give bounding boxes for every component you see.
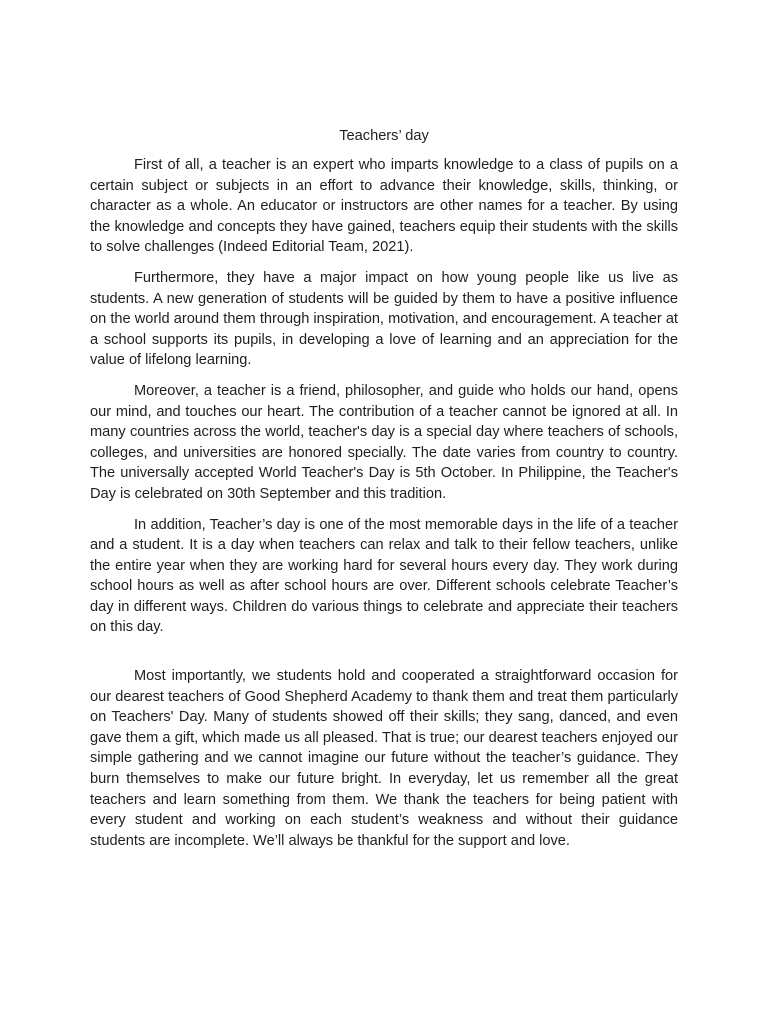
paragraph-introduction: First of all, a teacher is an expert who imparts knowledge to a class of pupils on a certain subject or subjects in an effort to advance their knowledge, skills, thinking, or character as a whole. An educator or instructors are other names for a teacher. By using the knowledge and concepts they have gained, teachers equip their students with the skills to solve challenges (Indeed Editorial Team, 2021). [90, 157, 678, 256]
paragraph-celebration: Most importantly, we students hold and cooperated a straightforward occasion for our dearest teachers of Good Shepherd Academy to thank them and treat them particularly on Teachers' Day. Many of students showed off their skills; they sang, danced, and even gave them a gift, which made us all pleased. That is true; our dearest teachers enjoyed our simple gathering and we cannot imagine our future without the teacher’s guidance. They burn themselves to make our future bright. In everyday, let us remember all the great teachers and learn something from them. We thank the teachers for being patient with every student and working on each student’s weakness and without their guidance students are incomplete. We’ll always be thankful for the support and love. [90, 668, 678, 849]
paragraph-memorable-day: In addition, Teacher’s day is one of the most memorable days in the life of a teacher and a student. It is a day when teachers can relax and talk to their fellow teachers, unlike the entire year when they are working hard for several hours every day. They work during school hours as well as after school hours are over. Different schools celebrate Teacher’s day in different ways. Children do various things to celebrate and appreciate their teachers on this day. [90, 516, 678, 636]
document-title: Teachers’ day [339, 128, 429, 144]
document-page [90, 124, 678, 861]
paragraph-teachers-day-dates: Moreover, a teacher is a friend, philosopher, and guide who holds our hand, opens our mind, and touches our heart. The contribution of a teacher cannot be ignored at all. In many countries across the world, teacher's day is a special day where teachers of schools, colleges, and universities are honored specially. The date varies from country to country. The universally accepted World Teacher's Day is 5th October. In Philippine, the Teacher's Day is celebrated on 30th September and this tradition. [90, 382, 678, 502]
paragraph-impact: Furthermore, they have a major impact on how young people like us live as students. A new generation of students will be guided by them to have a positive influence on the world around them through inspiration, motivation, and encouragement. A teacher at a school supports its pupils, in developing a love of learning and an appreciation for the value of lifelong learning. [90, 269, 678, 369]
